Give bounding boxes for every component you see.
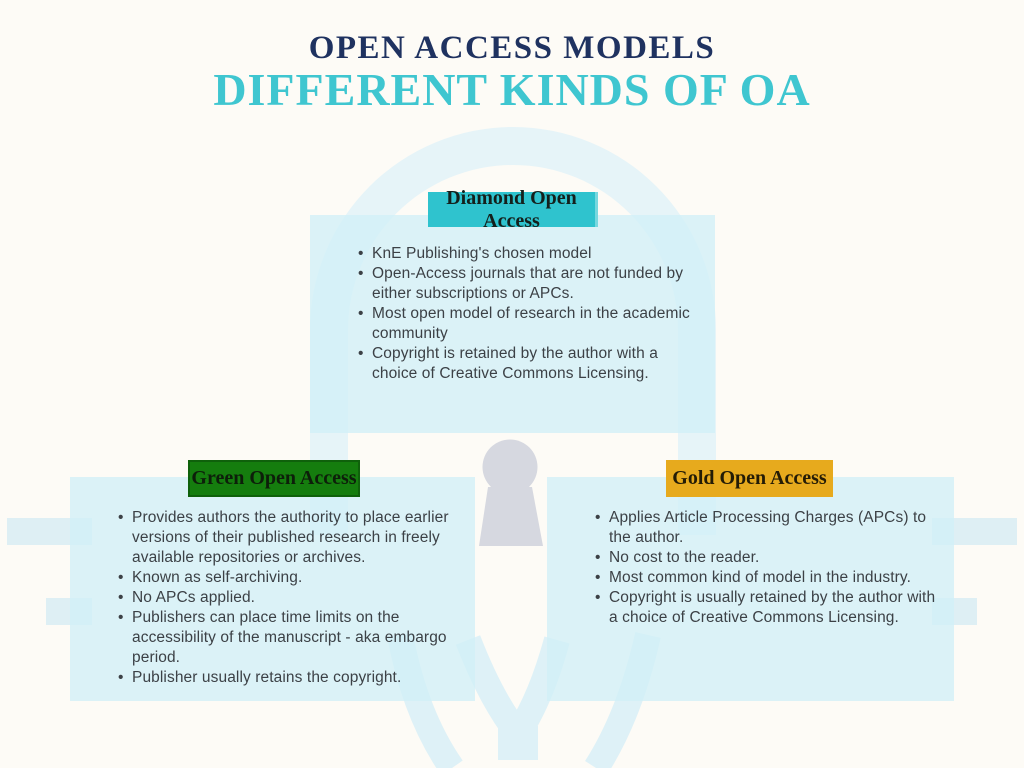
diamond-open-access-header: Diamond Open Access [428,192,598,227]
bullet-item: • Publishers can place time limits on the accessibility of the manuscript - aka embargo period. [118,608,466,668]
bullet-item: • Copyright is retained by the author with a choice of Creative Commons Licensing. [358,344,690,384]
keyhole-circle [483,440,538,495]
bullet-item: • Publisher usually retains the copyright. [118,668,466,688]
diamond-bullet-list [358,244,690,384]
bullet-item: • No cost to the reader. [595,548,943,568]
gold-open-access-header: Gold Open Access [666,460,833,497]
bullet-item: • Most common kind of model in the industry. [595,568,943,588]
bullet-item: • No APCs applied. [118,588,466,608]
bullet-item: • Known as self-archiving. [118,568,466,588]
green-open-access-header: Green Open Access [188,460,360,497]
bullet-item: • Provides authors the authority to place earlier versions of their published research in freely available repositories or archives. [118,508,466,568]
keyhole-trapezoid [479,487,543,546]
bullet-item: • Copyright is usually retained by the author with a choice of Creative Commons Licensing. [595,588,943,628]
bullet-item: • KnE Publishing's chosen model [358,244,690,264]
gold-bullet-list [595,508,943,628]
bullet-item: • Open-Access journals that are not funded by either subscriptions or APCs. [358,264,690,304]
keyhole-icon [479,440,543,547]
green-bullet-list [118,508,466,688]
page-subtitle: DIFFERENT KINDS OF OA [213,64,811,115]
page-title: OPEN ACCESS MODELS [308,30,716,66]
bullet-item: • Applies Article Processing Charges (APCs) to the author. [595,508,943,548]
bullet-item: • Most open model of research in the academic community [358,304,690,344]
